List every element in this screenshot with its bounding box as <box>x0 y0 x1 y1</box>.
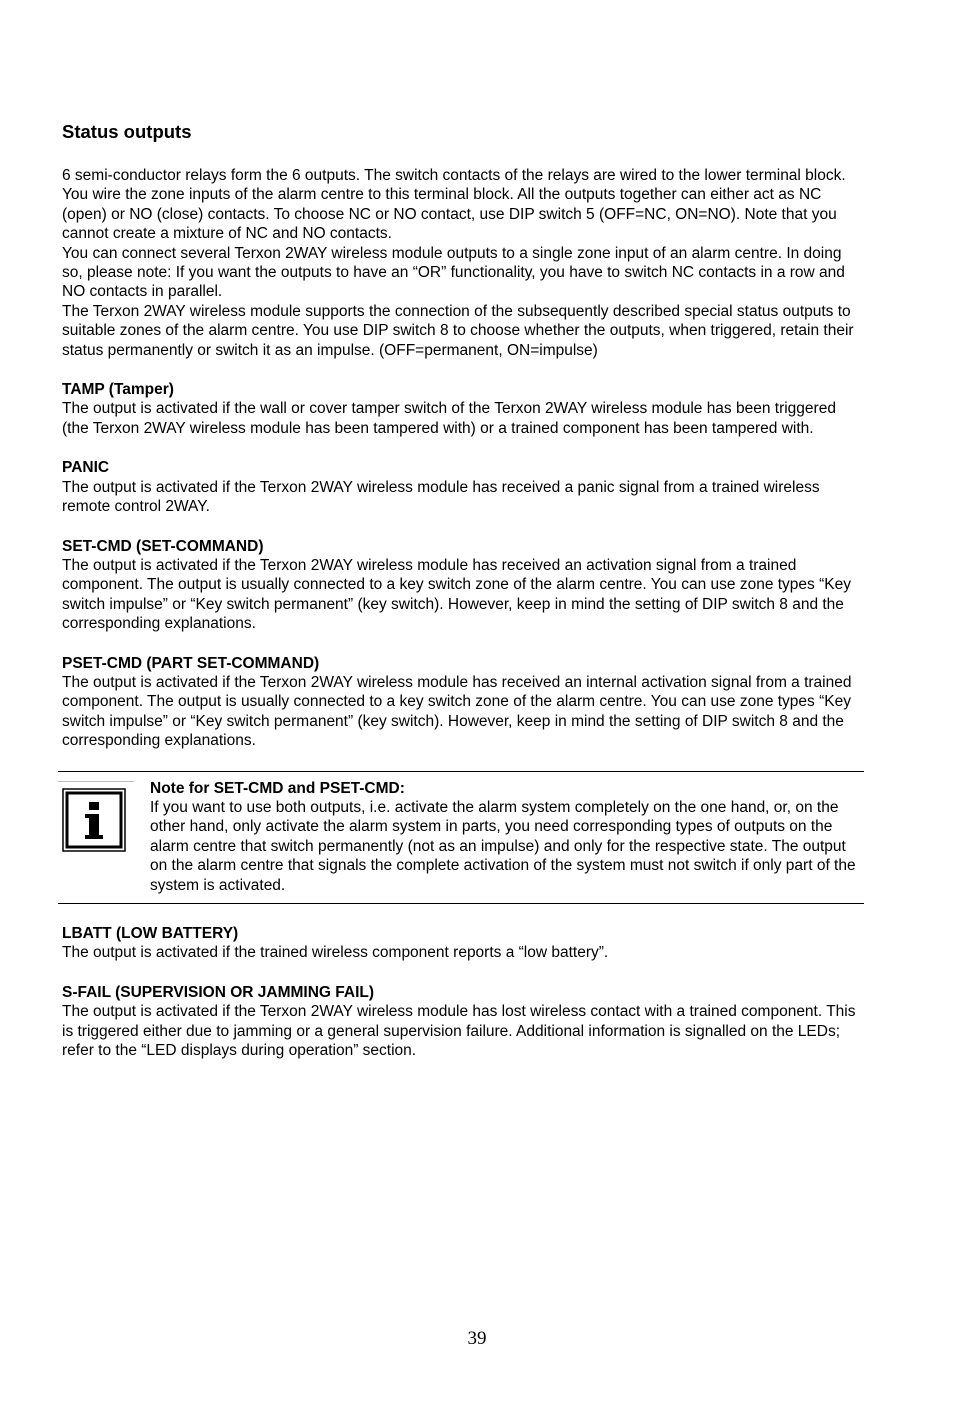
lbatt-section <box>62 924 866 963</box>
sfail-section <box>62 983 866 1061</box>
tamp-section <box>62 380 866 438</box>
set-cmd-section <box>62 537 866 634</box>
note-icon-rule <box>58 781 134 782</box>
intro-paragraph-2: You can connect several Terxon 2WAY wireless module outputs to a single zone input of an alarm centre. In doing so, please note: If you want the outputs to have an “OR” functionality, you have to switch NC contacts in a row and NO contacts in parallel. <box>62 244 845 301</box>
intro-paragraph-3: The Terxon 2WAY wireless module supports the connection of the subsequently described special status outputs to suitable zones of the alarm centre. You use DIP switch 8 to choose whether the outputs, when triggered, retain their status permanently or switch it as an impulse. (OFF=permanent, ON=impulse) <box>62 302 854 359</box>
set-cmd-text: The output is activated if the Terxon 2WAY wireless module has received an activation signal from a trained component. The output is usually connected to a key switch zone of the alarm centre. You can use zone types “Key switch impulse” or “Key switch permanent” (key switch). However, keep in mind the setting of DIP switch 8 and the corresponding explanations. <box>62 556 851 633</box>
info-icon <box>62 788 126 852</box>
panic-title: PANIC <box>62 459 110 477</box>
page-number: 39 <box>467 1328 487 1349</box>
lbatt-title: LBATT (LOW BATTERY) <box>62 925 239 942</box>
pset-cmd-title: PSET-CMD (PART SET-COMMAND) <box>62 654 320 672</box>
panic-text: The output is activated if the Terxon 2WAY wireless module has received a panic signal from a trained wireless remote control 2WAY. <box>62 478 820 516</box>
intro-section <box>62 166 866 360</box>
set-cmd-title: SET-CMD (SET-COMMAND) <box>62 537 264 555</box>
note-title: Note for SET-CMD and PSET-CMD: <box>150 779 405 797</box>
tamp-text: The output is activated if the wall or cover tamper switch of the Terxon 2WAY wireless module has been triggered (the Terxon 2WAY wireless module has been tampered with) or a trained component has been tampered with. <box>62 400 836 437</box>
intro-paragraph-1: 6 semi-conductor relays form the 6 outputs. The switch contacts of the relays are wired to the lower terminal block. You wire the zone inputs of the alarm centre to this terminal block. All the outputs together can either act as NC (open) or NO (close) contacts. To choose NC or NO contact, use DIP switch 5 (OFF=NC, ON=NO). Note that you cannot create a mixture of NC and NO contacts. <box>62 167 846 243</box>
document-page <box>62 118 866 1080</box>
panic-section <box>62 458 866 516</box>
note-box <box>58 771 864 904</box>
pset-cmd-text: The output is activated if the Terxon 2WAY wireless module has received an internal activation signal from a trained component. The output is usually connected to a key switch zone of the alarm centre. You can use zone types “Key switch impulse” or “Key switch permanent” (key switch). However, keep in mind the setting of DIP switch 8 and the corresponding explanations. <box>62 673 852 750</box>
pset-cmd-section <box>62 654 866 751</box>
tamp-title: TAMP (Tamper) <box>62 381 174 399</box>
lbatt-text: The output is activated if the trained wireless component reports a “low battery”. <box>62 944 609 962</box>
sfail-text: The output is activated if the Terxon 2WAY wireless module has lost wireless contact with a trained component. This is triggered either due to jamming or a general supervision failure. Additional information is signalled on the LEDs; refer to the “LED displays during operation” section. <box>62 1003 856 1060</box>
note-text: If you want to use both outputs, i.e. activate the alarm system completely on the one hand, or, on the other hand, only activate the alarm system in parts, you need corresponding types of outputs on the alarm centre that switch permanently (not as an impulse) and only for the respective state. The output on the alarm centre that signals the complete activation of the system must not switch if only part of the system is activated. <box>150 798 856 894</box>
section-title: Status outputs <box>62 121 192 142</box>
sfail-title: S-FAIL (SUPERVISION OR JAMMING FAIL) <box>62 983 375 1001</box>
